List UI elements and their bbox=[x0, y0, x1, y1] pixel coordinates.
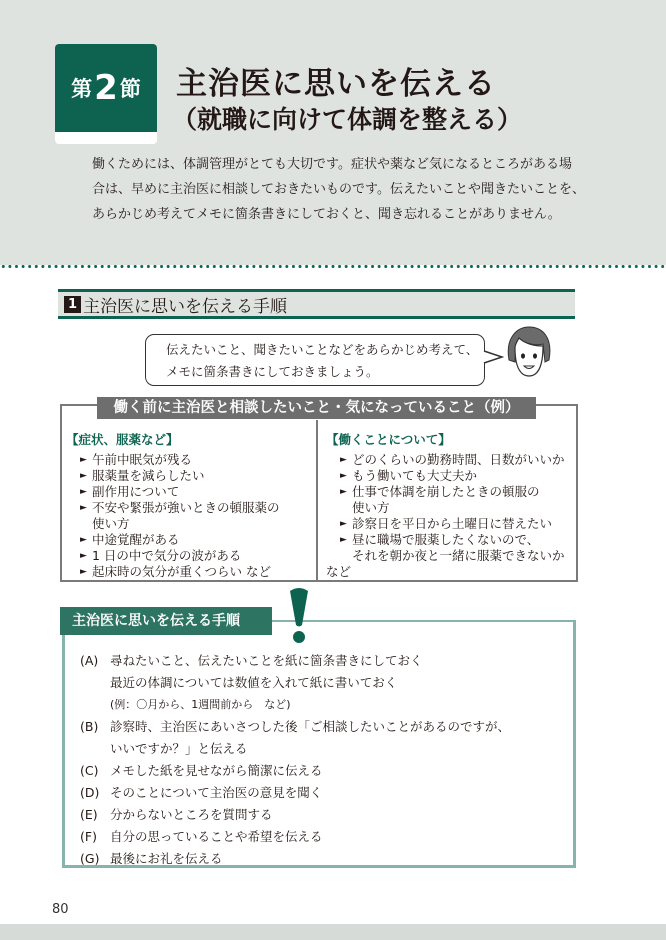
work-list bbox=[326, 452, 565, 580]
list-item: ► 起床時の気分が重くつらい など bbox=[80, 564, 271, 579]
bullet-icon: ► bbox=[80, 535, 87, 545]
bullet-icon: ► bbox=[80, 551, 87, 561]
list-item-trailer: など bbox=[326, 564, 352, 579]
bullet-icon: ► bbox=[80, 471, 87, 481]
list-item: ► 服薬量を減らしたい bbox=[80, 468, 205, 483]
list-item: ► 昼に職場で服薬したくないので、 bbox=[340, 532, 540, 547]
bullet-icon: ► bbox=[340, 487, 347, 497]
step-d: (D) そのことについて主治医の意見を聞く bbox=[80, 785, 323, 800]
list-item: ► 午前中眠気が残る bbox=[80, 452, 193, 467]
list-item: ► 中途覚醒がある bbox=[80, 532, 180, 547]
bullet-icon: ► bbox=[340, 455, 347, 465]
step-c: (C) メモした紙を見せながら簡潔に伝える bbox=[80, 763, 323, 778]
intro-paragraph bbox=[92, 152, 592, 227]
speech-line: メモに箇条書きにしておきましょう。 bbox=[166, 364, 379, 379]
left-column-heading: 【症状、服薬など】 bbox=[66, 432, 179, 447]
page-title: 主治医に思いを伝える bbox=[176, 66, 496, 102]
list-item: ► 不安や緊張が強いときの頓服薬の bbox=[80, 500, 280, 515]
consult-box-title: 働く前に主治医と相談したいこと・気になっていること（例） bbox=[97, 397, 536, 419]
page-number: 80 bbox=[52, 902, 69, 917]
column-divider bbox=[316, 420, 318, 580]
woman-avatar-icon bbox=[503, 324, 555, 380]
procedure-title: 主治医に思いを伝える手順 bbox=[60, 607, 272, 635]
heading-number: 1 bbox=[64, 296, 81, 313]
step-e: (E) 分からないところを質問する bbox=[80, 807, 273, 822]
bullet-icon: ► bbox=[340, 519, 347, 529]
intro-line: あらかじめ考えてメモに箇条書きにしておくと、聞き忘れることがありません。 bbox=[92, 207, 561, 222]
list-item: ► 仕事で体調を崩したときの頓服の bbox=[340, 484, 540, 499]
bullet-icon: ► bbox=[80, 567, 87, 577]
badge-number: 2 bbox=[94, 68, 118, 108]
badge-prefix: 第 bbox=[71, 77, 93, 101]
procedure-steps bbox=[80, 650, 510, 870]
speech-bubble bbox=[145, 334, 485, 386]
section-heading bbox=[58, 289, 575, 319]
bullet-icon: ► bbox=[80, 487, 87, 497]
step-a: (A) 尋ねたいこと、伝えたいことを紙に箇条書きにしておく bbox=[80, 653, 423, 668]
list-item: ► もう働いても大丈夫か bbox=[340, 468, 478, 483]
badge-suffix: 節 bbox=[119, 77, 141, 101]
step-b-line: いいですか？」と伝える bbox=[110, 741, 248, 756]
list-item-continuation: 使い方 bbox=[92, 516, 130, 531]
section-badge bbox=[55, 44, 157, 144]
intro-line: 働くためには、体調管理がとても大切です。症状や薬など気になるところがある場 bbox=[92, 157, 572, 172]
bullet-icon: ► bbox=[80, 503, 87, 513]
step-a-line: 最近の体調については数値を入れて紙に書いておく bbox=[110, 675, 398, 690]
step-b: (B) 診察時、主治医にあいさつした後「ご相談したいことがあるのですが、 bbox=[80, 719, 511, 734]
step-g: (G) 最後にお礼を伝える bbox=[80, 851, 223, 866]
list-item: ► どのくらいの勤務時間、日数がいいか bbox=[340, 452, 565, 467]
speech-tail-icon bbox=[483, 348, 505, 368]
step-a-example: (例：〇月から、1週間前から など) bbox=[110, 698, 291, 711]
intro-line: 合は、早めに主治医に相談しておきたいものです。伝えたいことや聞きたいことを、 bbox=[92, 182, 585, 197]
bullet-icon: ► bbox=[340, 535, 347, 545]
speech-line: 伝えたいこと、聞きたいことなどをあらかじめ考えて、 bbox=[166, 342, 479, 357]
step-f: (F) 自分の思っていることや希望を伝える bbox=[80, 829, 323, 844]
bullet-icon: ► bbox=[80, 455, 87, 465]
right-column-heading: 【働くことについて】 bbox=[326, 432, 451, 447]
list-item-continuation: それを朝か夜と一緒に服薬できないか bbox=[352, 548, 565, 563]
bullet-icon: ► bbox=[340, 471, 347, 481]
list-item-continuation: 使い方 bbox=[352, 500, 390, 515]
exclamation-icon bbox=[287, 587, 311, 645]
symptom-list bbox=[80, 452, 280, 580]
footer-band bbox=[0, 924, 666, 940]
heading-text: 主治医に思いを伝える手順 bbox=[83, 296, 287, 317]
list-item: ► 副作用について bbox=[80, 484, 180, 499]
page-subtitle: （就職に向けて体調を整える） bbox=[172, 105, 523, 134]
list-item: ► 1 日の中で気分の波がある bbox=[80, 548, 242, 563]
list-item: ► 診察日を平日から土曜日に替えたい bbox=[340, 516, 553, 531]
dotted-divider bbox=[0, 264, 666, 269]
